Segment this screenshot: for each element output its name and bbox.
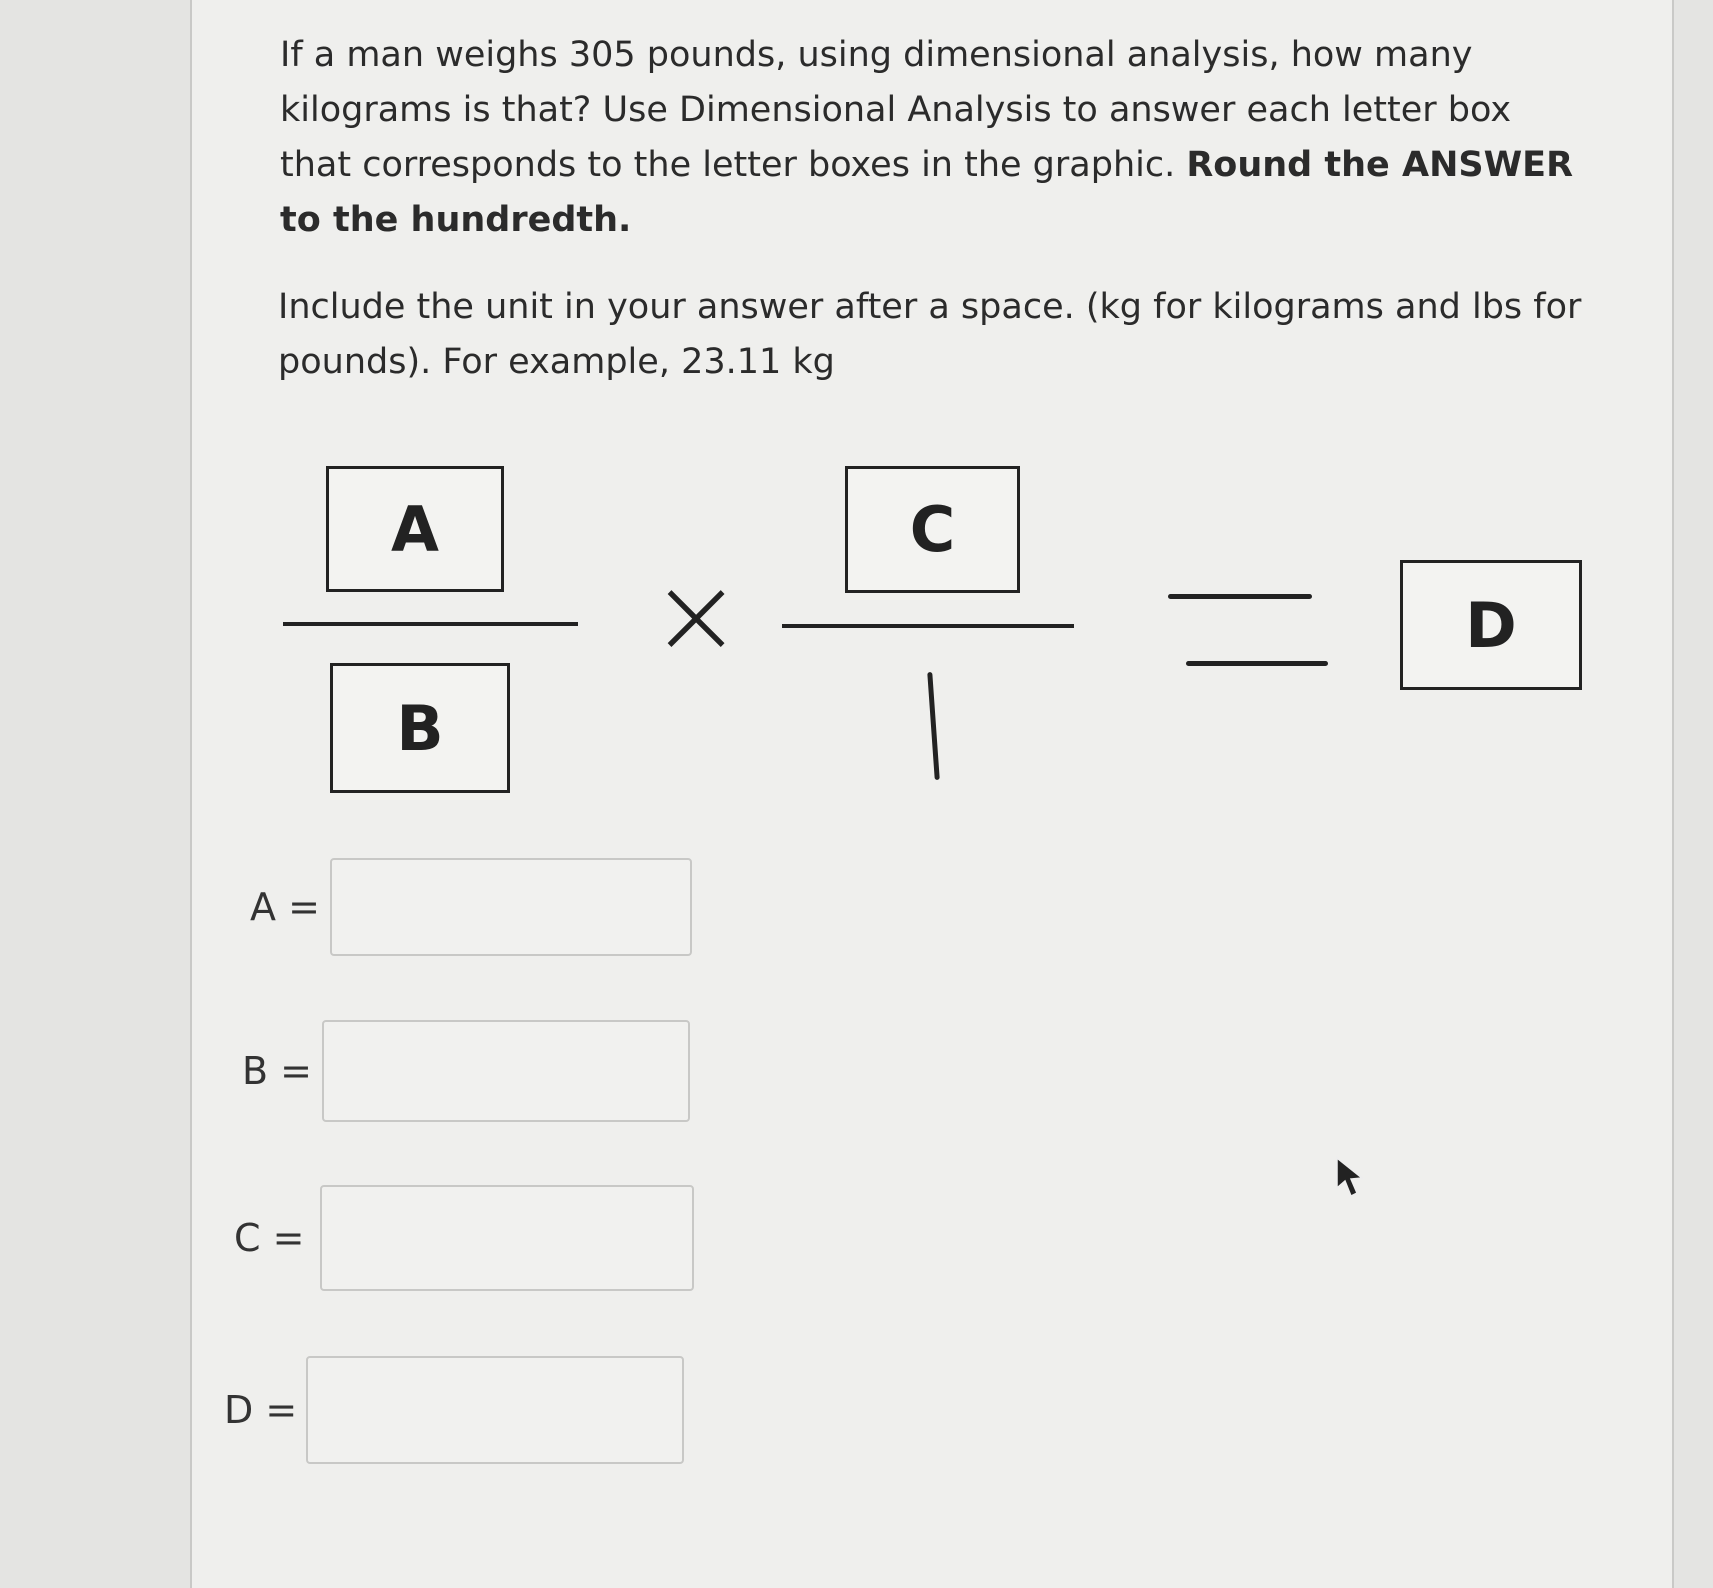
- field-row-a: [250, 858, 692, 956]
- multiply-sign: ×: [650, 551, 743, 679]
- graphic-box-c: C: [845, 466, 1020, 593]
- mouse-pointer-icon: [1335, 1156, 1367, 1200]
- answer-input-c[interactable]: [320, 1185, 694, 1291]
- graphic-box-d: D: [1400, 560, 1582, 690]
- fraction-line-right: [782, 624, 1074, 628]
- field-label-c: C =: [234, 1216, 305, 1260]
- answer-input-b[interactable]: [322, 1020, 690, 1122]
- question-plain: If a man weighs 305 pounds, using dimensional analysis, how many kilograms is that? Use Dimensional Analysis to answer each letter box that corresponds to the letter boxes in the graphic.: [280, 35, 1512, 185]
- question-text: [280, 28, 1590, 248]
- fraction-line-left: [283, 622, 578, 626]
- answer-input-d[interactable]: [306, 1356, 684, 1464]
- field-label-d: D =: [224, 1388, 298, 1432]
- graphic-box-b: B: [330, 663, 510, 793]
- graphic-box-a: A: [326, 466, 504, 592]
- instructions-text: Include the unit in your answer after a space. (kg for kilograms and lbs for pounds). For example, 23.11 kg: [278, 287, 1582, 382]
- field-label-b: B =: [242, 1049, 312, 1093]
- field-label-a: A =: [250, 885, 320, 929]
- question-bold: Round the ANSWER to the hundredth.: [280, 145, 1574, 240]
- field-row-b: [242, 1020, 690, 1122]
- field-row-c: [234, 1185, 694, 1291]
- answer-input-a[interactable]: [330, 858, 692, 956]
- equals-bottom-stroke: [1186, 661, 1328, 666]
- field-row-d: [224, 1356, 684, 1464]
- equals-top-stroke: [1168, 594, 1312, 599]
